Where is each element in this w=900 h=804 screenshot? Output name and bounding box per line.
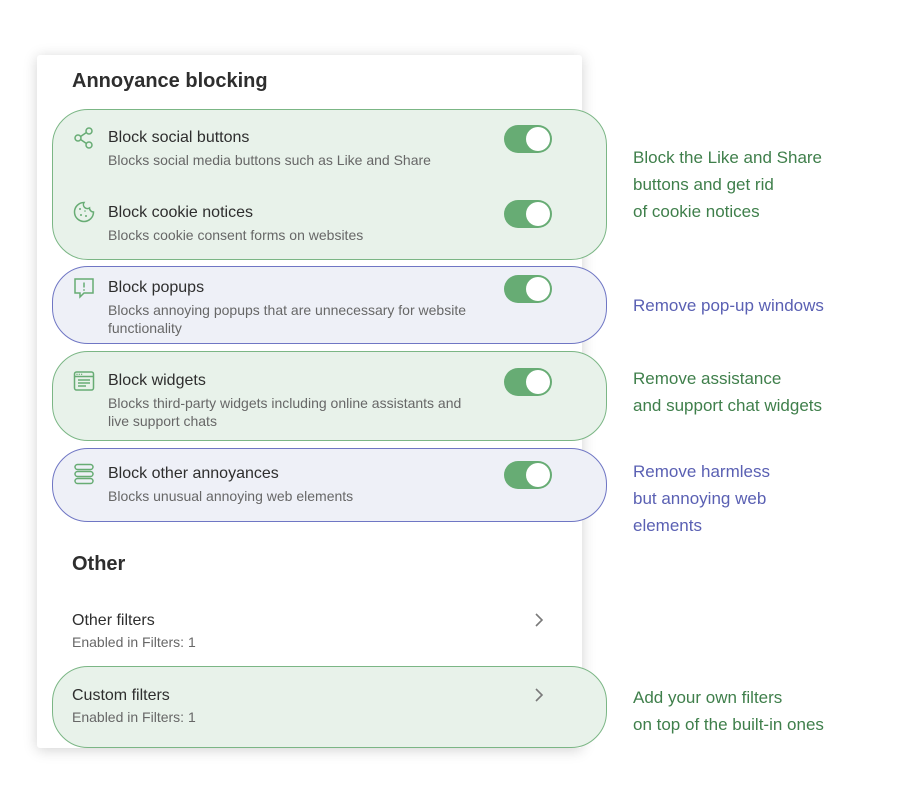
setting-title: Block other annoyances	[108, 465, 279, 482]
other-filters-title: Other filters	[72, 612, 155, 629]
social-buttons-toggle[interactable]	[504, 125, 552, 153]
layers-icon	[72, 462, 96, 486]
setting-description: Blocks cookie consent forms on websites	[108, 227, 364, 243]
setting-description: Blocks unusual annoying web elements	[108, 488, 354, 504]
popups-toggle[interactable]	[504, 275, 552, 303]
cookie-icon	[72, 200, 96, 224]
section-title-annoyance: Annoyance blocking	[72, 70, 268, 92]
other-filters-status: Enabled in Filters: 1	[72, 634, 196, 650]
setting-title: Block widgets	[108, 372, 206, 389]
section-title-other: Other	[72, 553, 126, 575]
widgets-toggle[interactable]	[504, 368, 552, 396]
share-icon	[72, 126, 96, 150]
setting-description: Blocks social media buttons such as Like and Share	[108, 152, 431, 168]
setting-title: Block popups	[108, 279, 205, 296]
setting-title: Block social buttons	[108, 129, 250, 146]
chevron-right-icon[interactable]	[532, 686, 546, 704]
setting-description: Blocks third-party widgets including online assistants and live support chats	[108, 395, 462, 429]
other-annoyances-toggle[interactable]	[504, 461, 552, 489]
chevron-right-icon[interactable]	[532, 611, 546, 629]
cookie-notices-toggle[interactable]	[504, 200, 552, 228]
setting-title: Block cookie notices	[108, 204, 253, 221]
custom-filters-title: Custom filters	[72, 687, 170, 704]
popup-alert-icon	[72, 276, 96, 300]
custom-filters-status: Enabled in Filters: 1	[72, 709, 196, 725]
annotation-custom-filters: Add your own filters on top of the built-in ones	[633, 688, 824, 734]
annotation-popups: Remove pop-up windows	[633, 296, 824, 315]
annotation-social-cookie: Block the Like and Share buttons and get rid of cookie notices	[633, 148, 823, 221]
highlight-custom-filters	[52, 666, 607, 748]
widget-window-icon	[72, 369, 96, 393]
annotation-other-annoyances: Remove harmless but annoying web elements	[633, 462, 770, 535]
setting-description: Blocks annoying popups that are unnecessary for website functionality	[108, 302, 466, 336]
annotation-widgets: Remove assistance and support chat widgets	[633, 369, 823, 415]
